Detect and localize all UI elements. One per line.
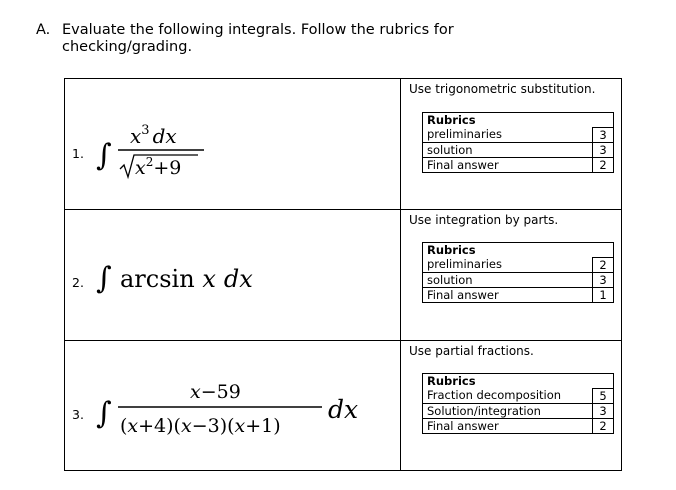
numerator-3: x−59	[190, 381, 241, 403]
question-label: A.	[36, 22, 51, 38]
question-text-line1: Evaluate the following integrals. Follow the rubrics for	[62, 22, 454, 38]
problem-2-cell	[64, 210, 400, 340]
problem-3-instruction: Use partial fractions.	[409, 344, 534, 358]
problem-3-rubric-table	[422, 373, 614, 434]
integral-3-formula	[94, 367, 404, 447]
table-row: Final answer 2	[423, 419, 614, 434]
integral-2-formula	[94, 248, 294, 308]
problem-1-number: 1.	[72, 146, 84, 161]
table-border-bottom	[64, 470, 622, 471]
rubric-title: Rubrics	[423, 374, 614, 389]
integral-1-formula	[94, 107, 234, 187]
table-border-right	[621, 78, 622, 471]
problem-2-instruction: Use integration by parts.	[409, 213, 559, 227]
table-row: Final answer 1	[423, 288, 614, 303]
integral-sign-icon: ∫	[96, 138, 112, 173]
table-row: Solution/integration 3	[423, 404, 614, 419]
problem-3-rubric-cell	[401, 341, 621, 470]
problem-1-rubric-cell	[401, 79, 621, 209]
differential-3: dx	[328, 395, 359, 424]
integral-sign-icon: ∫	[96, 396, 112, 431]
rubric-title: Rubrics	[423, 243, 614, 258]
integrand-2: arcsin x dx	[120, 265, 253, 293]
table-row: preliminaries 3	[423, 128, 614, 143]
integral-sign-icon: ∫	[96, 261, 112, 296]
denominator-1: $x^2+9$	[135, 155, 182, 179]
table-row: Fraction decomposition 5	[423, 389, 614, 404]
problem-2-rubric-table	[422, 242, 614, 303]
problem-3-cell	[64, 341, 400, 470]
problem-2-rubric-cell	[401, 210, 621, 340]
table-row: Final answer 2	[423, 158, 614, 173]
numerator-1: $x^3$ dx	[130, 123, 177, 148]
denominator-3: (x+4)(x−3)(x+1)	[120, 415, 281, 437]
question-text-line2: checking/grading.	[62, 39, 193, 55]
table-row: solution 3	[423, 143, 614, 158]
integrals-table	[64, 78, 622, 471]
problem-3-number: 3.	[72, 407, 84, 422]
question-heading	[36, 22, 454, 56]
table-row: solution 3	[423, 273, 614, 288]
problem-2-number: 2.	[72, 275, 84, 290]
rubric-title: Rubrics	[423, 113, 614, 128]
problem-1-rubric-table	[422, 112, 614, 173]
table-row: preliminaries 2	[423, 258, 614, 273]
problem-1-cell	[64, 79, 400, 209]
problem-1-instruction: Use trigonometric substitution.	[409, 82, 596, 96]
